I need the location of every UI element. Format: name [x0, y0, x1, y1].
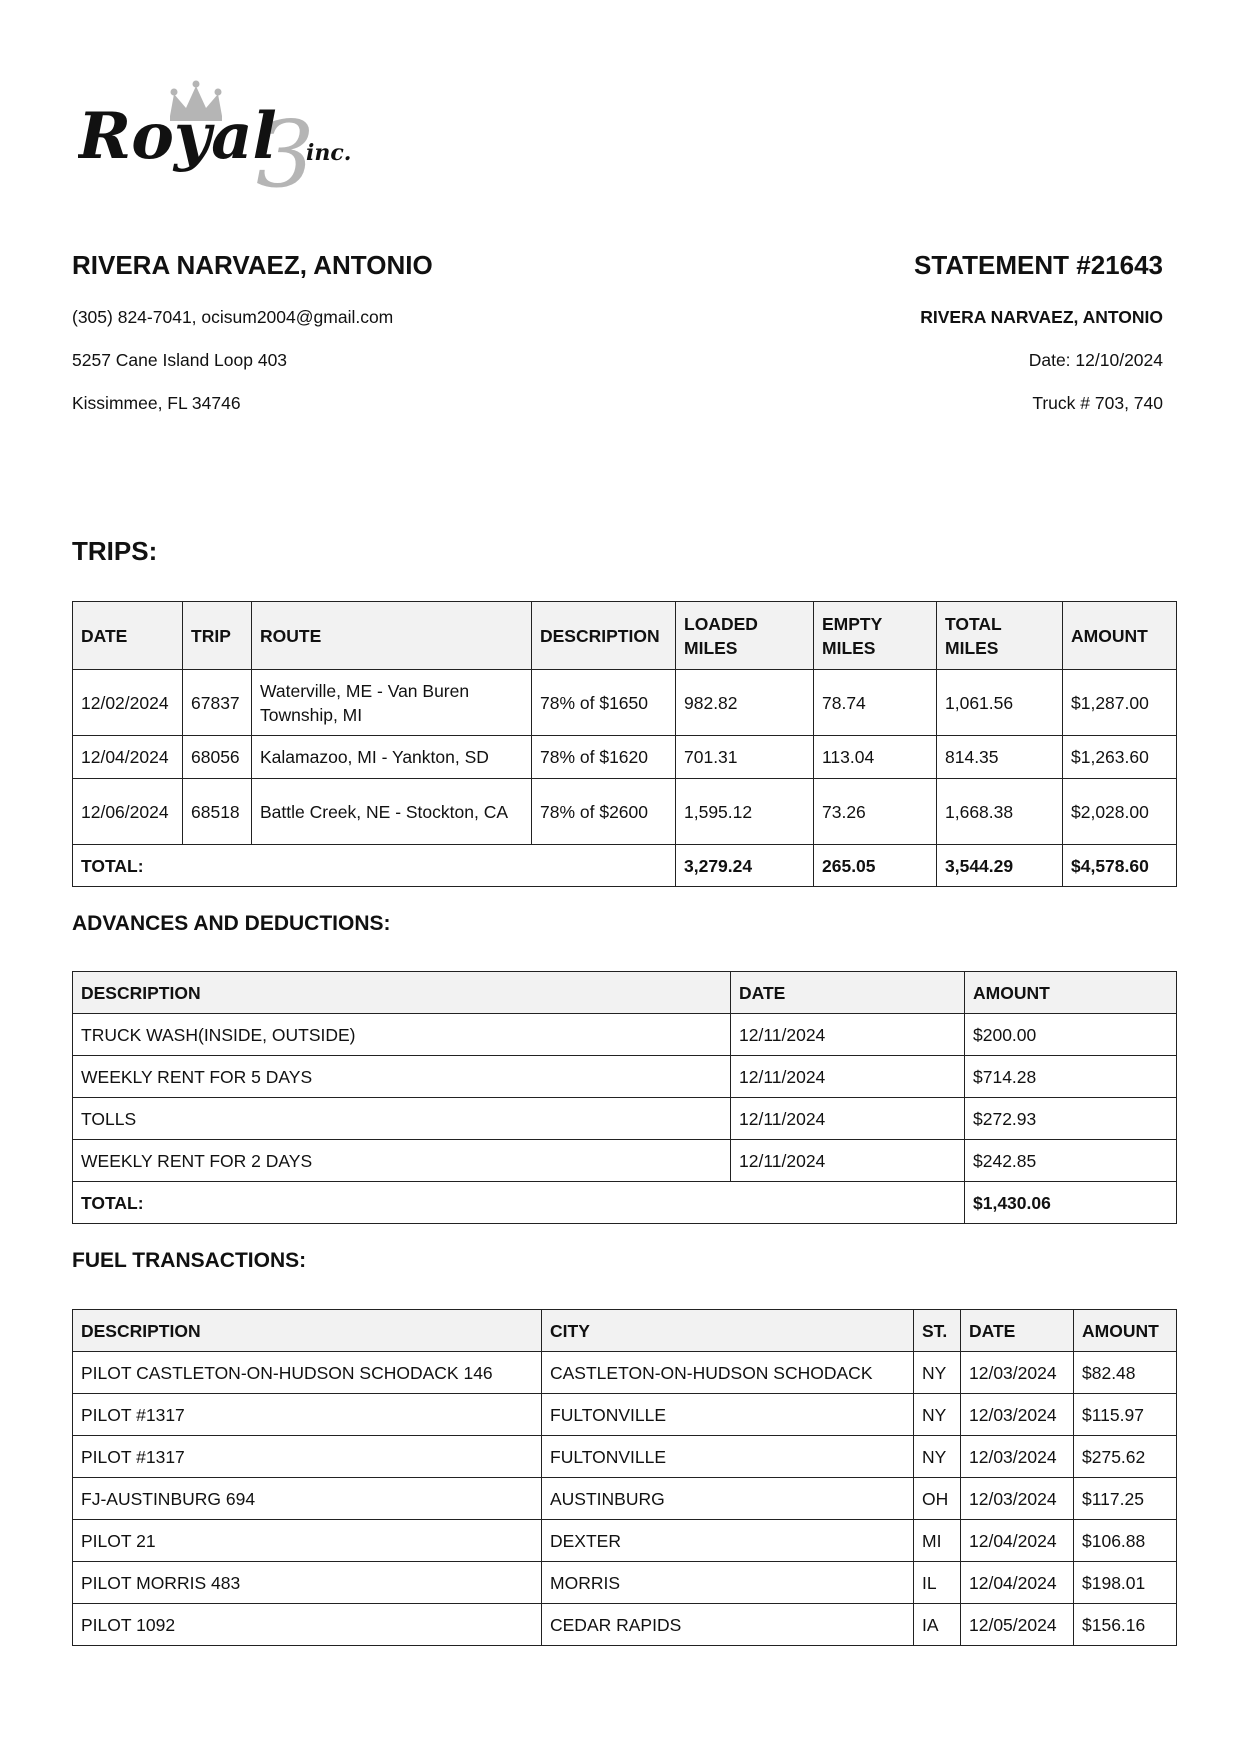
fuel-table: [72, 1309, 1177, 1646]
trip-loaded-miles: 982.82: [676, 670, 814, 736]
advances-section-title: ADVANCES AND DEDUCTIONS:: [72, 912, 391, 935]
total-miles: 3,544.29: [937, 845, 1063, 887]
column-header: ROUTE: [252, 602, 532, 670]
column-header: TRIP: [183, 602, 252, 670]
fuel-description: PILOT 21: [73, 1520, 542, 1562]
driver-address-line2: Kissimmee, FL 34746: [72, 393, 241, 413]
trip-total-miles: 1,061.56: [937, 670, 1063, 736]
trip-description: 78% of $1650: [532, 670, 676, 736]
deduction-amount: $714.28: [965, 1056, 1177, 1098]
table-header-row: [73, 602, 1177, 670]
column-header: DESCRIPTION: [73, 972, 731, 1014]
fuel-date: 12/03/2024: [961, 1394, 1074, 1436]
total-empty-miles: 265.05: [814, 845, 937, 887]
trip-total-miles: 814.35: [937, 736, 1063, 779]
table-row: [73, 1436, 1177, 1478]
fuel-amount: $156.16: [1074, 1604, 1177, 1646]
table-row: [73, 670, 1177, 736]
trip-empty-miles: 113.04: [814, 736, 937, 779]
table-row: [73, 1604, 1177, 1646]
column-header: DESCRIPTION: [532, 602, 676, 670]
column-header: AMOUNT: [1074, 1310, 1177, 1352]
total-label: TOTAL:: [73, 1182, 965, 1224]
column-header: TOTAL MILES: [937, 602, 1063, 670]
trip-empty-miles: 73.26: [814, 779, 937, 845]
fuel-city: CEDAR RAPIDS: [542, 1604, 914, 1646]
driver-name-heading: RIVERA NARVAEZ, ANTONIO: [72, 250, 433, 280]
fuel-city: FULTONVILLE: [542, 1394, 914, 1436]
table-row: [73, 1478, 1177, 1520]
deduction-date: 12/11/2024: [731, 1056, 965, 1098]
fuel-state: MI: [914, 1520, 961, 1562]
column-header: DATE: [731, 972, 965, 1014]
trip-number: 68518: [183, 779, 252, 845]
deduction-amount: $272.93: [965, 1098, 1177, 1140]
trip-number: 67837: [183, 670, 252, 736]
svg-text:Royal: Royal: [78, 99, 277, 174]
deduction-description: WEEKLY RENT FOR 5 DAYS: [73, 1056, 731, 1098]
fuel-description: PILOT #1317: [73, 1394, 542, 1436]
total-amount: $4,578.60: [1063, 845, 1177, 887]
fuel-amount: $82.48: [1074, 1352, 1177, 1394]
table-row: [73, 736, 1177, 779]
statement-truck: Truck # 703, 740: [1032, 393, 1163, 413]
fuel-section-title: FUEL TRANSACTIONS:: [72, 1249, 307, 1272]
trip-route: Battle Creek, NE - Stockton, CA: [252, 779, 532, 845]
fuel-date: 12/04/2024: [961, 1562, 1074, 1604]
fuel-city: FULTONVILLE: [542, 1436, 914, 1478]
trip-date: 12/04/2024: [73, 736, 183, 779]
statement-driver-name: RIVERA NARVAEZ, ANTONIO: [920, 307, 1163, 327]
svg-text:3: 3: [256, 101, 315, 190]
trip-number: 68056: [183, 736, 252, 779]
fuel-state: NY: [914, 1394, 961, 1436]
company-logo: [78, 78, 388, 190]
total-amount: $1,430.06: [965, 1182, 1177, 1224]
fuel-state: OH: [914, 1478, 961, 1520]
trip-loaded-miles: 1,595.12: [676, 779, 814, 845]
trip-route: Kalamazoo, MI - Yankton, SD: [252, 736, 532, 779]
fuel-date: 12/03/2024: [961, 1352, 1074, 1394]
trip-description: 78% of $2600: [532, 779, 676, 845]
column-header: CITY: [542, 1310, 914, 1352]
table-total-row: [73, 845, 1177, 887]
trip-date: 12/02/2024: [73, 670, 183, 736]
table-row: [73, 1394, 1177, 1436]
svg-text:inc.: inc.: [306, 140, 352, 166]
table-row: [73, 1562, 1177, 1604]
trip-date: 12/06/2024: [73, 779, 183, 845]
deduction-amount: $242.85: [965, 1140, 1177, 1182]
fuel-description: FJ-AUSTINBURG 694: [73, 1478, 542, 1520]
fuel-state: NY: [914, 1436, 961, 1478]
table-row: [73, 779, 1177, 845]
trip-route: Waterville, ME - Van Buren Township, MI: [252, 670, 532, 736]
fuel-city: CASTLETON-ON-HUDSON SCHODACK: [542, 1352, 914, 1394]
fuel-description: PILOT 1092: [73, 1604, 542, 1646]
column-header: DESCRIPTION: [73, 1310, 542, 1352]
fuel-amount: $198.01: [1074, 1562, 1177, 1604]
trip-amount: $2,028.00: [1063, 779, 1177, 845]
trip-empty-miles: 78.74: [814, 670, 937, 736]
deduction-description: TRUCK WASH(INSIDE, OUTSIDE): [73, 1014, 731, 1056]
column-header: DATE: [961, 1310, 1074, 1352]
trip-description: 78% of $1620: [532, 736, 676, 779]
table-row: [73, 1520, 1177, 1562]
advances-table: [72, 971, 1177, 1224]
trip-amount: $1,287.00: [1063, 670, 1177, 736]
table-header-row: [73, 1310, 1177, 1352]
trips-table: [72, 601, 1177, 887]
fuel-description: PILOT MORRIS 483: [73, 1562, 542, 1604]
fuel-city: AUSTINBURG: [542, 1478, 914, 1520]
column-header: ST.: [914, 1310, 961, 1352]
fuel-date: 12/04/2024: [961, 1520, 1074, 1562]
trip-amount: $1,263.60: [1063, 736, 1177, 779]
table-row: [73, 1014, 1177, 1056]
column-header: AMOUNT: [965, 972, 1177, 1014]
fuel-amount: $106.88: [1074, 1520, 1177, 1562]
fuel-amount: $115.97: [1074, 1394, 1177, 1436]
deduction-description: WEEKLY RENT FOR 2 DAYS: [73, 1140, 731, 1182]
fuel-date: 12/05/2024: [961, 1604, 1074, 1646]
table-row: [73, 1098, 1177, 1140]
column-header: DATE: [73, 602, 183, 670]
fuel-amount: $117.25: [1074, 1478, 1177, 1520]
fuel-amount: $275.62: [1074, 1436, 1177, 1478]
statement-number-heading: STATEMENT #21643: [913, 250, 1163, 280]
fuel-city: DEXTER: [542, 1520, 914, 1562]
driver-address-line1: 5257 Cane Island Loop 403: [72, 350, 288, 370]
deduction-date: 12/11/2024: [731, 1098, 965, 1140]
trip-loaded-miles: 701.31: [676, 736, 814, 779]
fuel-date: 12/03/2024: [961, 1436, 1074, 1478]
fuel-date: 12/03/2024: [961, 1478, 1074, 1520]
table-row: [73, 1056, 1177, 1098]
fuel-city: MORRIS: [542, 1562, 914, 1604]
trips-section-title: TRIPS:: [72, 536, 158, 566]
trip-total-miles: 1,668.38: [937, 779, 1063, 845]
column-header: LOADED MILES: [676, 602, 814, 670]
total-loaded-miles: 3,279.24: [676, 845, 814, 887]
total-label: TOTAL:: [73, 845, 676, 887]
table-header-row: [73, 972, 1177, 1014]
fuel-state: IL: [914, 1562, 961, 1604]
column-header: EMPTY MILES: [814, 602, 937, 670]
statement-date: Date: 12/10/2024: [1028, 350, 1163, 370]
fuel-description: PILOT CASTLETON-ON-HUDSON SCHODACK 146: [73, 1352, 542, 1394]
table-row: [73, 1140, 1177, 1182]
column-header: AMOUNT: [1063, 602, 1177, 670]
fuel-description: PILOT #1317: [73, 1436, 542, 1478]
fuel-state: NY: [914, 1352, 961, 1394]
deduction-date: 12/11/2024: [731, 1014, 965, 1056]
fuel-state: IA: [914, 1604, 961, 1646]
deduction-date: 12/11/2024: [731, 1140, 965, 1182]
table-row: [73, 1352, 1177, 1394]
table-total-row: [73, 1182, 1177, 1224]
driver-contact: (305) 824-7041, ocisum2004@gmail.com: [72, 307, 394, 327]
royal-3-inc-logo-icon: [78, 78, 388, 190]
deduction-description: TOLLS: [73, 1098, 731, 1140]
deduction-amount: $200.00: [965, 1014, 1177, 1056]
